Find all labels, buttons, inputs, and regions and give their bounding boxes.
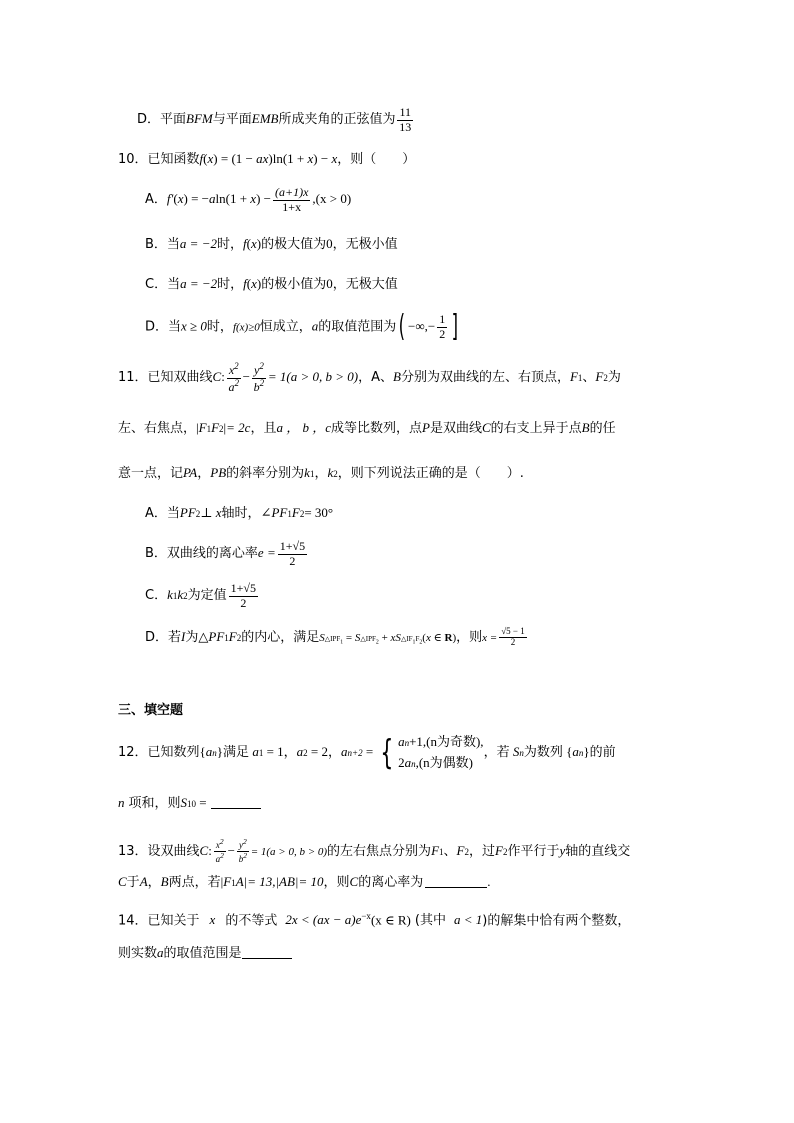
q11-option-c: C．k1k2为定值 $\frac{1+√5}{2}$ xyxy=(145,581,257,610)
q13-line2-c: C xyxy=(118,874,127,889)
q11-c-fraction xyxy=(229,582,258,609)
q14-stem-line2 xyxy=(118,946,292,960)
q11-d-i: I xyxy=(181,628,186,644)
q10-a-num: (a+1)x xyxy=(274,185,309,199)
q11-line2-mid: ，且 xyxy=(250,421,277,436)
q10-d-a: a xyxy=(311,318,319,334)
q14-stem-ineq: 2x < (ax − a)e xyxy=(285,912,362,928)
q13-stem-text4: 作平行于 xyxy=(507,843,560,859)
q11-line2-pre: 左、右焦点， xyxy=(118,421,197,436)
q9-d-plane1: BFM xyxy=(186,111,213,127)
q13-stem-text2: 、 xyxy=(443,843,457,859)
q11-b-fraction xyxy=(278,540,307,567)
q11-b-e: e = xyxy=(257,545,276,561)
q10-c-text2: ，无极大值 xyxy=(332,277,398,292)
q13-line2-a: A xyxy=(139,874,148,889)
q11-line2-text3: 的右支上异于点 xyxy=(490,421,582,436)
q11-line2-text4: 的任 xyxy=(589,421,616,436)
q11-a-label: A．当 xyxy=(145,506,180,521)
q10-a-den: 1+x xyxy=(282,199,302,214)
q14-stem-paren: (x ∈ R) xyxy=(370,912,411,928)
q12-line2-text: 项和，则 xyxy=(128,796,181,811)
q12-stem-line2: n 项和，则S10 = xyxy=(118,796,261,810)
q13-line2-text5: 的离心率为 xyxy=(358,875,424,890)
q11-line3-text: 的斜率分别为 xyxy=(226,466,305,481)
q14-stem-text2: (其中 xyxy=(414,913,446,929)
q12-stem-text2: ，若 xyxy=(483,745,510,760)
q10-d-fraction xyxy=(437,313,447,340)
q11-d-num: √5 − 1 xyxy=(499,627,527,638)
q13-line2-end: . xyxy=(487,874,491,889)
q10-c-mid: 时， xyxy=(217,277,244,292)
q13-line2-text2: ， xyxy=(147,875,161,890)
q11-b-den: 2 xyxy=(289,553,296,568)
q14-line2-text2: 的取值范围是 xyxy=(163,946,242,961)
q13-stem-text5: 轴的直线交 xyxy=(565,843,631,859)
q11-line2-B: B xyxy=(581,420,590,435)
q11-option-d: D．若I为△PF1F2的内心，满足$S\triangle IPF_1$ = $S\triangle IPF_2$ + $xS\triangle IF_1F_2(x$ ∈ R)，则x = $\frac{√5 - 1}{2}$ xyxy=(145,626,525,648)
q14-stem-line1: 14．已知关于 x 的不等式 $2x < (ax - a)e^{-x}(x$ ∈ R) (其中 a < 1)的解集中恰有两个整数， xyxy=(118,911,631,929)
q10-d-den: 2 xyxy=(439,327,446,341)
q14-stem-text3: )的解集中恰有两个整数， xyxy=(482,913,631,929)
q12-case1: +1,(n为奇数), xyxy=(409,734,484,749)
q10-b-text1: 的极大值为 xyxy=(261,237,327,252)
q13-line2-text1: 于 xyxy=(126,875,140,890)
q14-stem-x: x xyxy=(209,912,216,928)
q11-stem-line3: 意一点，记PA，PB的斜率分别为k1，k2，则下列说法正确的是（ ）. xyxy=(118,465,524,481)
q11-d-text3: ，则 xyxy=(456,629,483,645)
q13-line2-eq1: A|= 13,|AB|= 10 xyxy=(235,874,324,889)
q10-c-cond: a = −2 xyxy=(180,276,218,291)
q13-stem-line2: C于A，B两点，若|F1A|= 13,|AB|= 10，则C的离心率为 . xyxy=(118,874,491,890)
q14-line2-text: 则实数 xyxy=(118,946,158,961)
q9-option-d xyxy=(137,106,415,133)
q11-d-label: D．若 xyxy=(145,629,182,645)
q11-line2-seq: a ， b ， xyxy=(276,420,326,435)
q10-d-label: D．当 xyxy=(145,319,182,335)
q12-stem-text4: 的前 xyxy=(589,745,616,760)
q11-b-num: 1+√5 xyxy=(279,539,306,553)
q9-d-den: 13 xyxy=(399,119,412,134)
q10-b-mid: 时， xyxy=(216,237,243,252)
q10-b-text2: ，无极小值 xyxy=(332,237,398,252)
q13-line2-c2: C xyxy=(349,874,359,889)
q11-c-label: C． xyxy=(145,588,168,604)
q10-d-text1: 恒成立， xyxy=(259,319,312,335)
q11-stem-cond: = 1(a > 0, b > 0) xyxy=(267,369,359,385)
q11-stem-mid2: 分别为双曲线的左、右顶点， xyxy=(400,370,570,386)
q11-c-text: 为定值 xyxy=(187,588,227,604)
q10-d-ineq: f(x)≥0 xyxy=(232,321,260,334)
q10-option-b: B．当a = −2时，f(x)的极大值为0，无极小值 xyxy=(145,236,398,252)
q9-d-mid: 与平面 xyxy=(212,112,252,128)
q11-d-den: 2 xyxy=(510,637,516,648)
q11-b-label: B．双曲线的离心率 xyxy=(145,546,258,562)
q9-d-fraction xyxy=(397,106,413,133)
q11-a-cond-tail: ⊥ x xyxy=(200,505,222,520)
q10-d-mid: 时， xyxy=(206,319,233,335)
q12-stem-text1: 满足 xyxy=(223,745,250,760)
q10-a-fraction xyxy=(273,186,310,213)
q11-line2-eq: = 2c xyxy=(226,420,251,435)
q14-line2-a: a xyxy=(157,945,164,960)
q11-line3-pa: PA xyxy=(183,465,198,480)
q12-line2-n: n xyxy=(118,795,125,810)
q14-stem-pre: 14．已知关于 xyxy=(118,913,200,929)
q11-line3-tail: ，则下列说法正确的是（ ）. xyxy=(337,466,524,481)
q11-d-text1: 为 xyxy=(185,629,199,645)
q13-stem-text3: ，过 xyxy=(468,843,495,859)
q10-b-cond: a = −2 xyxy=(179,236,217,251)
q14-stem-text1: 的不等式 xyxy=(225,913,278,929)
section-title: 三、填空题 xyxy=(118,703,184,718)
q14-stem-cond: a < 1 xyxy=(453,912,483,928)
q11-d-fraction xyxy=(499,627,527,648)
q13-line2-text4: ，则 xyxy=(323,875,350,890)
q14-answer-blank[interactable] xyxy=(242,946,292,959)
q11-stem-line1: 11．已知双曲线C: $\frac{x^2}{a^2}$ − $\frac{y^2}{b^2}$ = 1(a > 0, b > 0)，A、B分别为双曲线的左、右顶点，F1、F2为 xyxy=(118,361,621,394)
q9-d-plane2: EMB xyxy=(251,111,279,127)
q12-line2-eq: = xyxy=(196,795,207,810)
q11-option-b xyxy=(145,540,309,567)
q13-stem-text1: 的左右焦点分别为 xyxy=(327,843,432,859)
q13-stem-cond: = 1(a > 0, b > 0) xyxy=(250,845,328,858)
q10-function: f xyxy=(199,151,204,166)
q10-stem-post: ，则（ ） xyxy=(337,152,416,167)
q13-answer-blank[interactable] xyxy=(425,875,487,888)
q12-case2: ,(n为偶数) xyxy=(415,754,473,770)
q11-line3-pb: PB xyxy=(210,465,227,480)
q10-a-tail: ,(x > 0) xyxy=(312,191,352,207)
q10-b-label: B．当 xyxy=(145,237,180,252)
q11-a-angle: = 30° xyxy=(304,505,334,520)
q10-c-zero: 0 xyxy=(326,276,333,291)
q11-line2-c: c xyxy=(325,420,331,435)
q11-stem-pre: 11．已知双曲线 xyxy=(118,370,213,386)
q13-stem-pre: 13．设双曲线 xyxy=(118,843,200,859)
q11-line2-text: 成等比数列，点 xyxy=(331,421,423,436)
q9-d-label: D．平面 xyxy=(137,112,187,128)
q12-cases: an+1,(n为奇数), 2an,(n为偶数) xyxy=(398,734,484,770)
q11-stem-line2: 左、右焦点，|F1F2|= 2c，且a ， b ，c成等比数列，点P是双曲线C的右支上异于点B的任 xyxy=(118,420,616,436)
q11-c-num: 1+√5 xyxy=(230,581,257,595)
q11-a-text: 轴时， xyxy=(221,506,261,521)
q10-c-text1: 的极小值为 xyxy=(261,277,327,292)
q10-option-a: A．f′(x) = −aln(1 + x) − $\frac{(a+1)x}{1+x}$ ,(x > 0) xyxy=(145,185,352,214)
q9-d-tail: 所成夹角的正弦值为 xyxy=(278,112,396,128)
q10-b-zero: 0 xyxy=(326,236,333,251)
q13-stem-line1: 13．设双曲线C: $\frac{x^2}{a^2}$ − $\frac{y^2}{b^2}$ = 1(a > 0, b > 0)的左右焦点分别为F1、F2，过F2作平行于y轴的直线交 xyxy=(118,837,631,865)
q11-option-a: A．当PF2⊥ x轴时，∠PF1F2= 30° xyxy=(145,505,334,521)
q11-stem-mid3: 为 xyxy=(607,370,621,386)
q10-d-text2: 的取值范围为 xyxy=(318,319,397,335)
q10-option-c: C．当a = −2时，f(x)的极小值为0，无极大值 xyxy=(145,276,398,292)
q11-line3-sep: ， xyxy=(197,466,211,481)
q11-line2-p: P xyxy=(422,420,430,435)
q11-d-text2: 的内心，满足 xyxy=(241,629,320,645)
q12-answer-blank[interactable] xyxy=(211,796,261,809)
q11-stem-b: B xyxy=(392,369,401,385)
q10-d-cond: x ≥ 0 xyxy=(181,318,207,334)
q11-line3-pre: 意一点，记 xyxy=(118,466,184,481)
q10-c-label: C．当 xyxy=(145,277,181,292)
q11-line2-C: C xyxy=(481,420,491,435)
q10-option-d: D．当x ≥ 0时，f(x)≥0恒成立，a的取值范围为( −∞,− $\frac{1}{2}$ ] xyxy=(145,309,459,344)
q12-stem-pre: 12．已知数列 xyxy=(118,745,200,760)
q11-stem-mid1: ，A、 xyxy=(358,370,393,386)
q10-d-num: 1 xyxy=(439,312,446,327)
q11-c-den: 2 xyxy=(240,595,247,610)
q10-stem: 10．已知函数f(x) = (1 − ax)ln(1 + x) − x，则（ ） xyxy=(118,151,416,167)
q12-stem-line1: 12．已知数列{an}满足 a1 = 1，a2 = 2，an+2 = { an+1,(n为奇数), 2an,(n为偶数) ，若 Sn为数列 {an}的前 xyxy=(118,732,616,773)
q9-d-num: 11 xyxy=(399,105,412,119)
q11-line2-text2: 是双曲线 xyxy=(429,421,482,436)
q10-a-label: A． xyxy=(145,192,167,208)
q12-stem-text3: 为数列 xyxy=(523,745,563,760)
q13-line2-text3: 两点，若 xyxy=(168,875,221,890)
q13-stem-y: y xyxy=(559,842,566,858)
q13-line2-b: B xyxy=(160,874,169,889)
q10-stem-pre: 10．已知函数 xyxy=(118,152,200,167)
